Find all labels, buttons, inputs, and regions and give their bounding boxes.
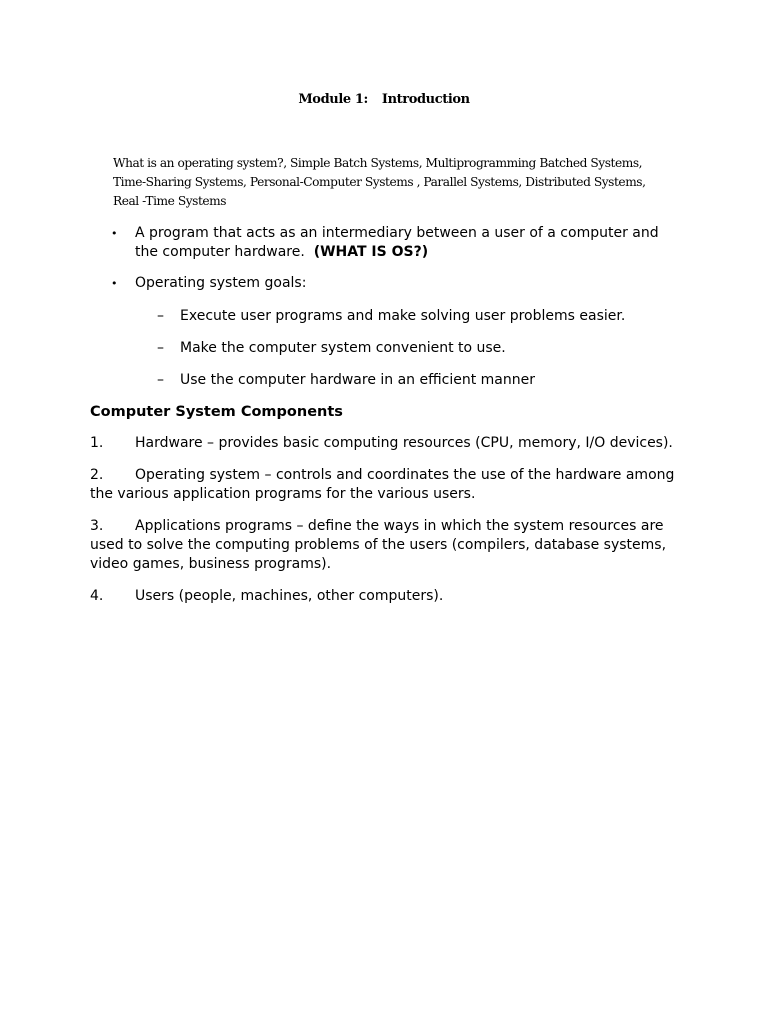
dash-marker: – — [157, 308, 164, 324]
item-text: Operating system – controls and coordinates the use of the hardware among the various application programs for the various users. — [90, 467, 675, 502]
numbered-item — [90, 466, 680, 504]
bullet-marker: • — [111, 227, 118, 240]
bullet-item-definition — [111, 224, 671, 262]
definition-text: A program that acts as an intermediary between a user of a computer and the computer hardware. — [135, 225, 659, 260]
item-number: 2. — [90, 467, 104, 483]
what-is-os-emphasis: (WHAT IS OS?) — [313, 244, 429, 260]
goal-text: Make the computer system convenient to use. — [180, 340, 506, 356]
dash-marker: – — [157, 372, 164, 388]
page-title — [0, 92, 768, 107]
numbered-item — [90, 587, 680, 606]
goal-item — [157, 307, 677, 326]
module-title: Introduction — [381, 92, 470, 107]
goal-text: Execute user programs and make solving user problems easier. — [180, 308, 626, 324]
numbered-item — [90, 434, 680, 453]
item-text: Users (people, machines, other computers). — [135, 588, 444, 604]
bullet-marker: • — [111, 277, 118, 290]
item-text: Applications programs – define the ways in which the system resources are used to solve the computing problems of the users (compilers, database systems, video games, business programs). — [90, 518, 667, 572]
bullet-item-goals — [111, 274, 671, 293]
item-number: 4. — [90, 588, 104, 604]
topics-paragraph: What is an operating system?, Simple Batch Systems, Multiprogramming Batched Systems, Time-Sharing Systems, Personal-Computer Systems , Parallel Systems, Distributed Systems, Real -Time Systems — [113, 156, 646, 208]
numbered-item — [90, 517, 680, 574]
goal-item — [157, 371, 677, 390]
item-text: Hardware – provides basic computing resources (CPU, memory, I/O devices). — [135, 435, 673, 451]
bullet-text — [135, 224, 671, 262]
item-number: 1. — [90, 435, 104, 451]
module-label: Module 1: — [298, 92, 368, 107]
section-heading: Computer System Components — [90, 404, 343, 420]
bullet-text: Operating system goals: — [135, 275, 307, 291]
dash-marker: – — [157, 340, 164, 356]
goal-item — [157, 339, 677, 358]
goal-text: Use the computer hardware in an efficient manner — [180, 372, 535, 388]
item-number: 3. — [90, 518, 104, 534]
